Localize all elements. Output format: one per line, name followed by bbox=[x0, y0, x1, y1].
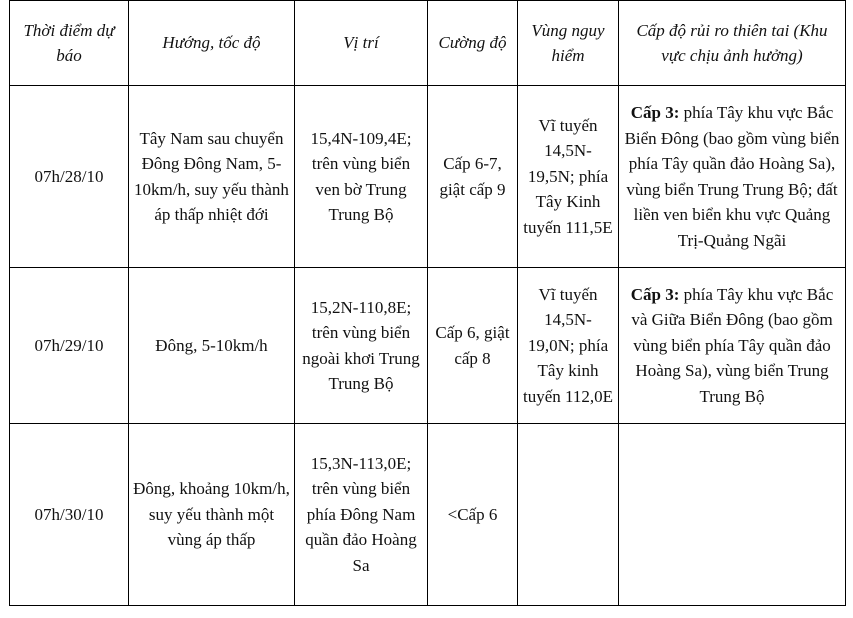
cell-direction: Đông, 5-10km/h bbox=[129, 268, 295, 424]
cell-risk bbox=[619, 424, 846, 606]
cell-direction: Đông, khoảng 10km/h, suy yếu thành một vùng áp thấp bbox=[129, 424, 295, 606]
header-intensity: Cường độ bbox=[428, 1, 518, 86]
cell-intensity: Cấp 6-7, giật cấp 9 bbox=[428, 86, 518, 268]
header-danger-zone: Vùng nguy hiểm bbox=[518, 1, 619, 86]
risk-level-label: Cấp 3: bbox=[630, 103, 680, 122]
cell-danger-zone: Vĩ tuyến 14,5N-19,0N; phía Tây kinh tuyến 112,0E bbox=[518, 268, 619, 424]
cell-danger-zone bbox=[518, 424, 619, 606]
risk-area-text: phía Tây khu vực Bắc Biển Đông (bao gồm vùng biển phía Tây quần đảo Hoàng Sa), vùng biển Trung Trung Bộ; đất liền ven biển khu vực Quảng Trị-Quảng Ngãi bbox=[624, 103, 840, 250]
table-header-row bbox=[10, 1, 846, 86]
cell-position: 15,3N-113,0E; trên vùng biển phía Đông Nam quần đảo Hoàng Sa bbox=[295, 424, 428, 606]
cell-time: 07h/30/10 bbox=[10, 424, 129, 606]
risk-area-text: phía Tây khu vực Bắc và Giữa Biển Đông (bao gồm vùng biển phía Tây quần đảo Hoàng Sa), vùng biển Trung Trung Bộ bbox=[631, 284, 834, 406]
cell-risk bbox=[619, 268, 846, 424]
cell-intensity: <Cấp 6 bbox=[428, 424, 518, 606]
forecast-table bbox=[9, 0, 846, 606]
cell-risk bbox=[619, 86, 846, 268]
header-position: Vị trí bbox=[295, 1, 428, 86]
cell-time: 07h/28/10 bbox=[10, 86, 129, 268]
cell-danger-zone: Vĩ tuyến 14,5N-19,5N; phía Tây Kinh tuyến 111,5E bbox=[518, 86, 619, 268]
cell-time: 07h/29/10 bbox=[10, 268, 129, 424]
header-risk-level: Cấp độ rủi ro thiên tai (Khu vực chịu ảnh hưởng) bbox=[619, 1, 846, 86]
cell-direction: Tây Nam sau chuyển Đông Đông Nam, 5-10km/h, suy yếu thành áp thấp nhiệt đới bbox=[129, 86, 295, 268]
cell-position: 15,2N-110,8E; trên vùng biển ngoài khơi Trung Trung Bộ bbox=[295, 268, 428, 424]
risk-level-label: Cấp 3: bbox=[630, 284, 680, 304]
header-time: Thời điểm dự báo bbox=[10, 1, 129, 86]
table-row bbox=[10, 268, 846, 424]
cell-position: 15,4N-109,4E; trên vùng biển ven bờ Trung Trung Bộ bbox=[295, 86, 428, 268]
header-direction: Hướng, tốc độ bbox=[129, 1, 295, 86]
table-row bbox=[10, 424, 846, 606]
table-row bbox=[10, 86, 846, 268]
cell-intensity: Cấp 6, giật cấp 8 bbox=[428, 268, 518, 424]
